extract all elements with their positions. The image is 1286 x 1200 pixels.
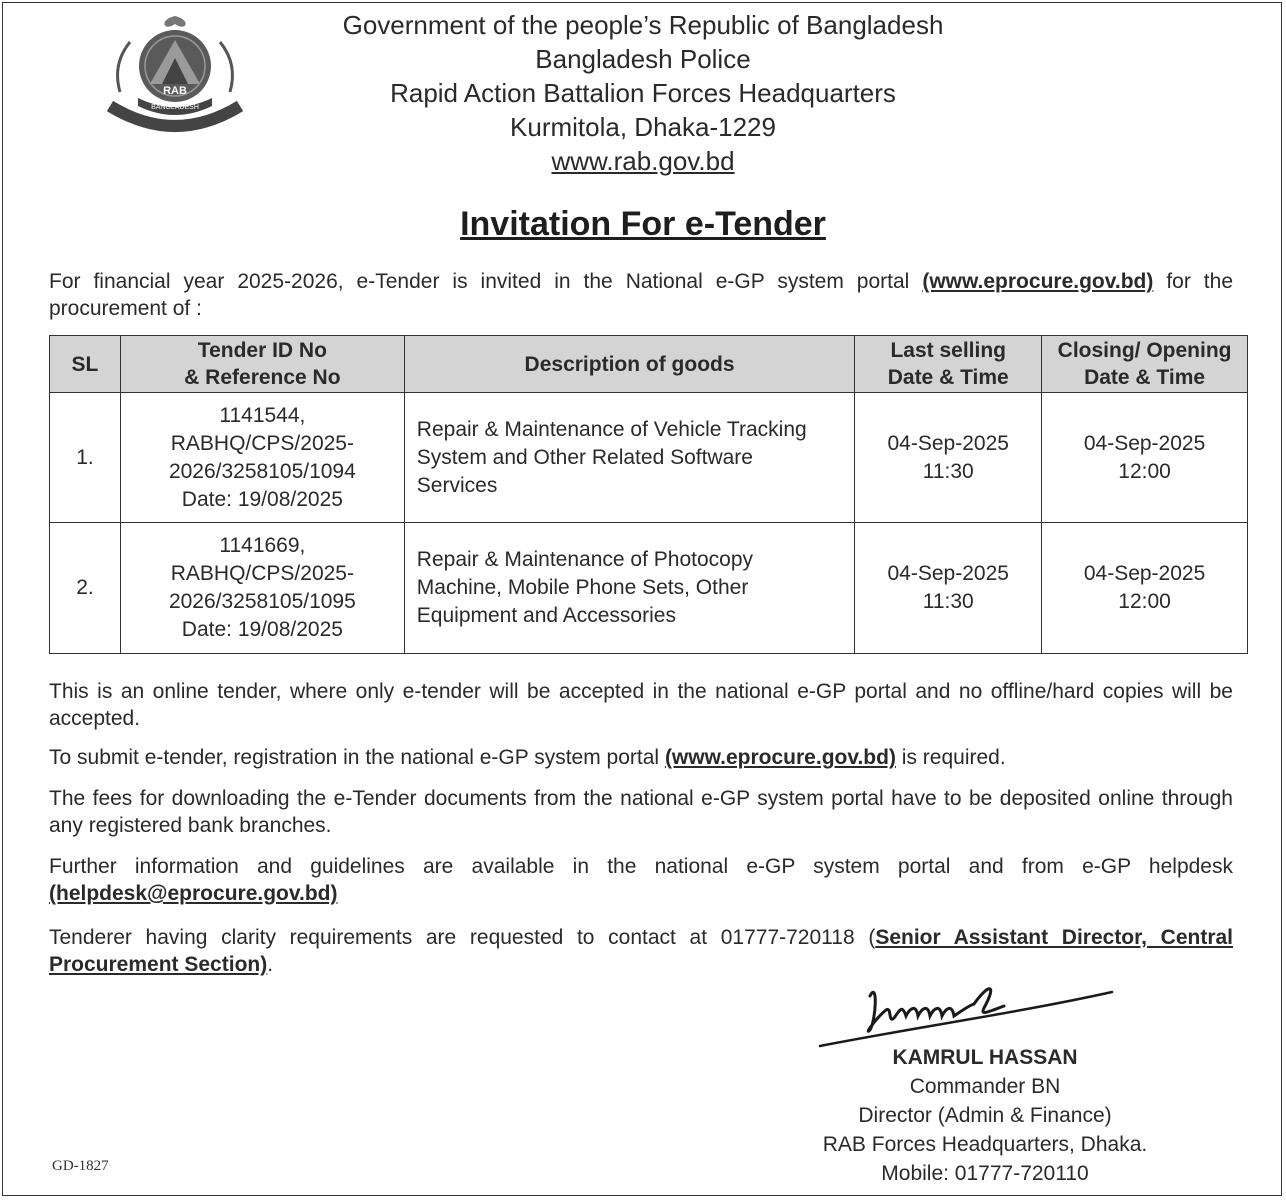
- cell-description: Repair & Maintenance of Vehicle Tracking System and Other Related Software Services: [404, 393, 855, 523]
- eprocure-link[interactable]: (www.eprocure.gov.bd): [664, 746, 896, 769]
- paragraph-online-tender: This is an online tender, where only e-tender will be accepted in the national e-GP portal and no offline/hard copies will be accepted.: [49, 680, 1233, 730]
- paragraph-helpdesk: Further information and guidelines are available in the national e-GP system portal and from e-GP helpdesk (helpdesk@eprocure.gov.bd): [49, 855, 1233, 905]
- cell-tender-id: 1141669, RABHQ/CPS/2025- 2026/3258105/1095 Date: 19/08/2025: [120, 523, 404, 654]
- emblem-text: RAB: [163, 85, 187, 97]
- page-title: Invitation For e-Tender: [460, 205, 826, 243]
- cell-description: Repair & Maintenance of Photocopy Machine, Mobile Phone Sets, Other Equipment and Accessories: [404, 523, 855, 654]
- header-website-link[interactable]: www.rab.gov.bd: [551, 146, 735, 176]
- signature-image: [812, 972, 1132, 1052]
- cell-closing-opening: 04-Sep-2025 12:00: [1042, 523, 1248, 654]
- header-line-rab: Rapid Action Battalion Forces Headquarters: [390, 78, 896, 108]
- header-description: Description of goods: [404, 336, 855, 393]
- eprocure-link[interactable]: (www.eprocure.gov.bd): [922, 270, 1154, 293]
- footer-code: GD-1827: [52, 1158, 109, 1174]
- paragraph-contact: Tenderer having clarity requirements are requested to contact at 01777-720118 (Senior Assistant Director, Central Procurement Section).: [49, 926, 1234, 976]
- header-last-selling: Last selling Date & Time: [855, 336, 1042, 393]
- signatory-position: Director (Admin & Finance): [858, 1104, 1112, 1127]
- tender-table: [49, 335, 1248, 654]
- intro-text: For financial year 2025-2026, e-Tender is invited in the National e-GP system portal: [49, 270, 910, 293]
- cell-sl: 1.: [50, 393, 121, 523]
- cell-tender-id: 1141544, RABHQ/CPS/2025- 2026/3258105/1094 Date: 19/08/2025: [120, 393, 404, 523]
- paragraph-fees: The fees for downloading the e-Tender documents from the national e-GP system portal have to be deposited online through any registered bank branches.: [49, 787, 1233, 837]
- header-closing-opening: Closing/ Opening Date & Time: [1042, 336, 1248, 393]
- cell-last-selling: 04-Sep-2025 11:30: [855, 523, 1042, 654]
- emblem-ribbon-text: BANGLADESH: [151, 104, 199, 111]
- cell-last-selling: 04-Sep-2025 11:30: [855, 393, 1042, 523]
- header-sl: SL: [50, 336, 121, 393]
- signatory-office: RAB Forces Headquarters, Dhaka.: [822, 1133, 1148, 1156]
- header-line-address: Kurmitola, Dhaka-1229: [510, 112, 776, 142]
- letterhead: [0, 8, 1286, 178]
- intro-text-after: for the procurement of :: [49, 270, 1233, 320]
- helpdesk-email-link[interactable]: (helpdesk@eprocure.gov.bd): [49, 882, 338, 905]
- cell-closing-opening: 04-Sep-2025 12:00: [1042, 393, 1248, 523]
- cell-sl: 2.: [50, 523, 121, 654]
- intro-paragraph: [49, 268, 1233, 322]
- signatory-mobile: Mobile: 01777-720110: [881, 1162, 1089, 1185]
- header-line-police: Bangladesh Police: [535, 44, 751, 74]
- table-row: [50, 523, 1248, 654]
- table-header-row: [50, 336, 1248, 393]
- signature-block: [780, 1043, 1190, 1188]
- header-tender-id: Tender ID No & Reference No: [120, 336, 404, 393]
- table-row: [50, 393, 1248, 523]
- signatory-rank: Commander BN: [909, 1075, 1061, 1098]
- contact-section: Senior Assistant Director, Central Procurement Section): [49, 926, 1234, 976]
- header-line-government: Government of the people’s Republic of Bangladesh: [342, 10, 944, 40]
- paragraph-registration: To submit e-tender, registration in the national e-GP system portal (www.eprocure.gov.bd) is required.: [49, 746, 1006, 769]
- signatory-name: KAMRUL HASSAN: [892, 1046, 1078, 1069]
